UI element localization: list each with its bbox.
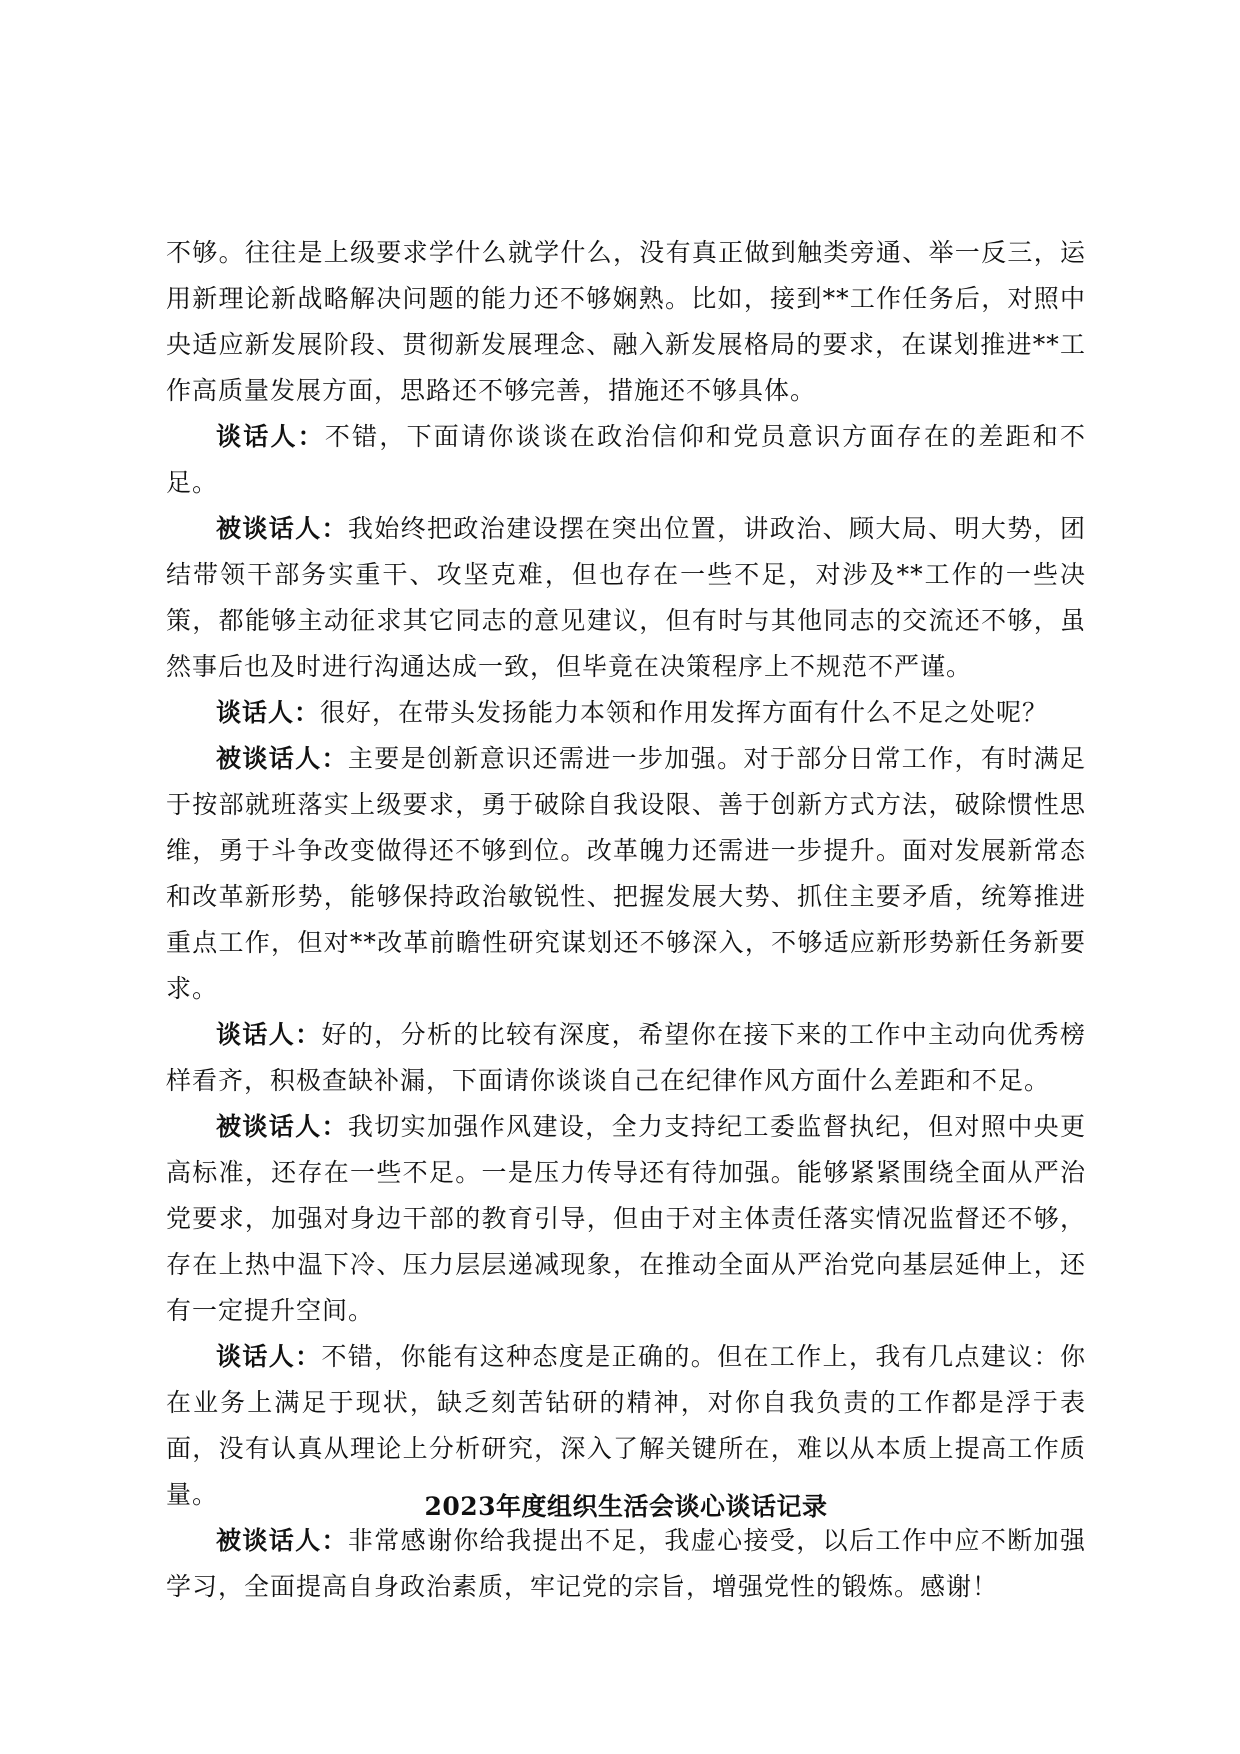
speaker-label: 被谈话人： xyxy=(216,1526,348,1555)
speaker-label: 谈话人： xyxy=(216,422,325,451)
paragraph-text: 我始终把政治建设摆在突出位置，讲政治、顾大局、明大势，团结带领干部务实重干、攻坚克难，但也存在一些不足，对涉及**工作的一些决策，都能够主动征求其它同志的意见建议，但有时与其他同志的交流还不够，虽然事后也及时进行沟通达成一致，但毕竟在决策程序上不规范不严谨。 xyxy=(166,514,1086,681)
document-body xyxy=(166,230,1086,1610)
speaker-label: 谈话人： xyxy=(216,698,321,727)
speaker-label: 谈话人： xyxy=(216,1342,322,1371)
speaker-label: 被谈话人： xyxy=(216,514,348,543)
paragraph-text: 不错，下面请你谈谈在政治信仰和党员意识方面存在的差距和不足。 xyxy=(166,422,1086,497)
paragraph-continuation xyxy=(166,230,1086,414)
speaker-label: 被谈话人： xyxy=(216,1112,348,1141)
paragraph-text: 很好，在带头发扬能力本领和作用发挥方面有什么不足之处呢？ xyxy=(320,698,1049,727)
speaker-label: 谈话人： xyxy=(216,1020,322,1049)
dialogue-paragraph xyxy=(166,414,1086,506)
paragraph-text: 不错，你能有这种态度是正确的。但在工作上，我有几点建议：你在业务上满足于现状，缺乏刻苦钻研的精神，对你自我负责的工作都是浮于表面，没有认真从理论上分析研究，深入了解关键所在，难以从本质上提高工作质量。 xyxy=(166,1342,1086,1509)
dialogue-paragraph xyxy=(166,1518,1086,1610)
dialogue-paragraph xyxy=(166,736,1086,1012)
paragraph-text: 非常感谢你给我提出不足，我虚心接受，以后工作中应不断加强学习，全面提高自身政治素质，牢记党的宗旨，增强党性的锻炼。感谢！ xyxy=(166,1526,1086,1601)
paragraph-text: 好的，分析的比较有深度，希望你在接下来的工作中主动向优秀榜样看齐，积极查缺补漏，下面请你谈谈自己在纪律作风方面什么差距和不足。 xyxy=(166,1020,1086,1095)
dialogue-paragraph xyxy=(166,690,1086,736)
paragraph-text: 我切实加强作风建设，全力支持纪工委监督执纪，但对照中央更高标准，还存在一些不足。一是压力传导还有待加强。能够紧紧围绕全面从严治党要求，加强对身边干部的教育引导，但由于对主体责任落实情况监督还不够，存在上热中温下冷、压力层层递减现象，在推动全面从严治党向基层延伸上，还有一定提升空间。 xyxy=(166,1112,1086,1325)
section-title: 2023年度组织生活会谈心谈话记录 xyxy=(424,1492,828,1521)
dialogue-paragraph xyxy=(166,506,1086,690)
paragraph-text: 主要是创新意识还需进一步加强。对于部分日常工作，有时满足于按部就班落实上级要求，勇于破除自我设限、善于创新方式方法，破除惯性思维，勇于斗争改变做得还不够到位。改革魄力还需进一步提升。面对发展新常态和改革新形势，能够保持政治敏锐性、把握发展大势、抓住主要矛盾，统筹推进重点工作，但对**改革前瞻性研究谋划还不够深入，不够适应新形势新任务新要求。 xyxy=(166,744,1086,1003)
paragraph-text: 不够。往往是上级要求学什么就学什么，没有真正做到触类旁通、举一反三，运用新理论新战略解决问题的能力还不够娴熟。比如，接到**工作任务后，对照中央适应新发展阶段、贯彻新发展理念、融入新发展格局的要求，在谋划推进**工作高质量发展方面，思路还不够完善，措施还不够具体。 xyxy=(166,238,1086,405)
dialogue-paragraph xyxy=(166,1012,1086,1104)
dialogue-paragraph xyxy=(166,1104,1086,1334)
speaker-label: 被谈话人： xyxy=(216,744,348,773)
